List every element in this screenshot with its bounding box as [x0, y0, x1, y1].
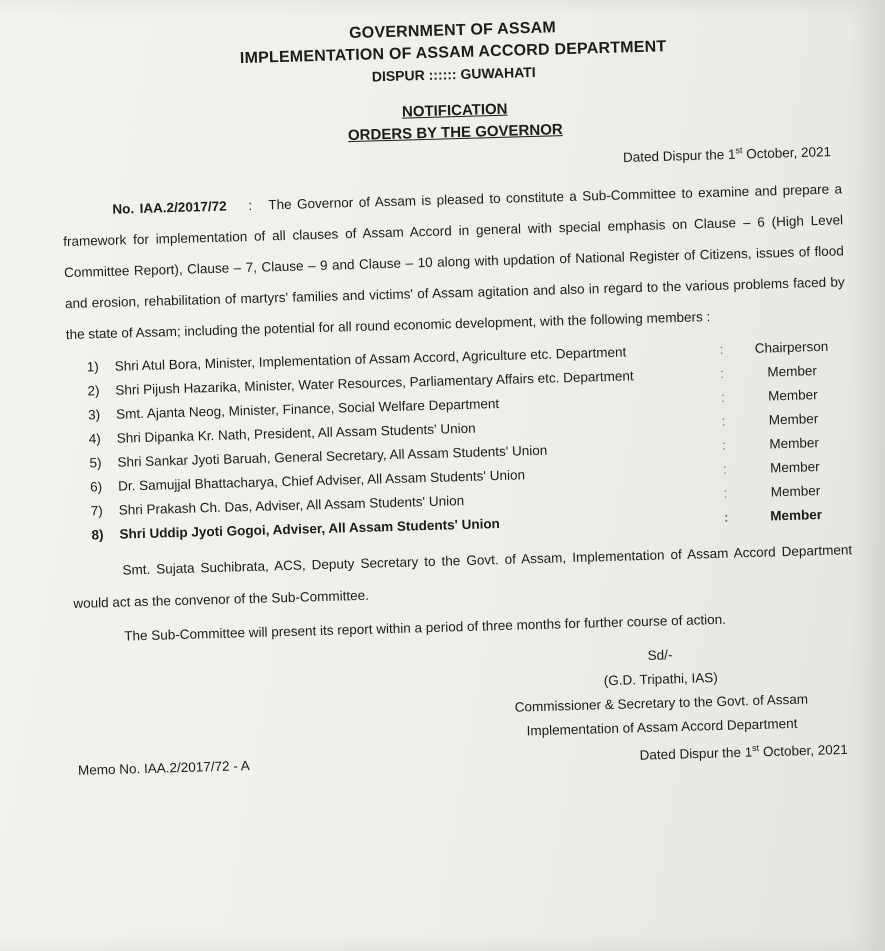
member-colon: :	[720, 389, 725, 405]
member-number: 3)	[87, 406, 101, 422]
memo-dated-prefix: Dated Dispur the 1	[639, 744, 753, 763]
member-role: Member	[768, 410, 819, 427]
signature-sd: Sd/-	[647, 646, 673, 663]
header-location: DISPUR :::::: GUWAHATI	[371, 63, 536, 85]
signature-block	[455, 637, 868, 744]
dated-prefix: Dated Dispur the 1	[622, 146, 736, 165]
dated-sup: st	[735, 145, 743, 156]
member-number: 1)	[86, 358, 99, 375]
members-list	[86, 334, 851, 547]
member-colon: :	[722, 437, 727, 453]
member-number: 2)	[87, 382, 100, 399]
member-name: Shri Dipanka Kr. Nath, President, All Assam Students' Union	[116, 420, 476, 446]
member-name: Dr. Samujjal Bhattacharya, Chief Adviser, All Assam Students' Union	[117, 466, 526, 494]
reference-number: No. IAA.2/2017/72	[112, 198, 227, 217]
member-role: Member	[770, 482, 821, 499]
notification-sheet	[57, 0, 873, 951]
letterhead	[57, 11, 850, 152]
member-name: Shri Prakash Ch. Das, Adviser, All Assam Students' Union	[118, 492, 465, 518]
memo-dated-suffix: October, 2021	[758, 741, 848, 759]
member-number: 6)	[89, 478, 103, 494]
member-number: 4)	[88, 430, 101, 446]
memo-number: Memo No. IAA.2/2017/72 - A	[77, 758, 251, 778]
convenor-text: Smt. Sujata Suchibrata, ACS, Deputy Secretary to the Govt. of Assam, Implementation of Assam Accord Department would act as the convenor of the Sub-Committee.	[73, 541, 853, 611]
member-name: Shri Atul Bora, Minister, Implementation of Assam Accord, Agriculture etc. Department	[114, 343, 627, 374]
member-colon: :	[720, 365, 725, 381]
member-colon: :	[722, 461, 727, 477]
report-text: The Sub-Committee will present its report within a period of three months for further course of action.	[124, 611, 727, 644]
memo-dated	[639, 740, 848, 762]
header-department: IMPLEMENTATION OF ASSAM ACCORD DEPARTMENT	[239, 38, 667, 68]
member-role: Member	[767, 386, 818, 404]
dated-suffix: October, 2021	[742, 144, 832, 162]
member-number: 8)	[91, 526, 104, 542]
member-number: 7)	[90, 502, 103, 518]
signatory-name: (G.D. Tripathi, IAS)	[603, 669, 718, 688]
member-role: Member	[769, 458, 820, 475]
notification-body	[62, 173, 856, 350]
memo-dated-sup: st	[751, 742, 760, 753]
member-colon: :	[719, 341, 724, 357]
member-colon: :	[723, 485, 728, 501]
header-orders: ORDERS BY THE GOVERNOR	[347, 121, 563, 145]
member-name: Shri Sankar Jyoti Baruah, General Secretary, All Assam Students' Union	[117, 442, 548, 470]
member-role: Member	[767, 362, 818, 380]
signatory-title: Commissioner & Secretary to the Govt. of Assam	[514, 691, 809, 715]
ref-separator: :	[248, 197, 253, 213]
member-role: Member	[769, 434, 820, 451]
member-name: Shri Uddip Jyoti Gogoi, Adviser, All Assam Students' Union	[119, 515, 501, 542]
member-name: Shri Pijush Hazarika, Minister, Water Resources, Parliamentary Affairs etc. Department	[115, 367, 634, 398]
member-role: Chairperson	[754, 338, 829, 356]
member-number: 5)	[89, 454, 102, 470]
member-colon: :	[721, 413, 726, 429]
memo-line	[78, 739, 868, 778]
signatory-department: Implementation of Assam Accord Department	[526, 715, 798, 738]
header-notification: NOTIFICATION	[401, 100, 508, 121]
body-text: The Governor of Assam is pleased to constitute a Sub-Committee to examine and prepare a framework for implementation of all clauses of Assam Accord in general with special emphasis on Clause – 6 (High Level Committee Report), Clause – 7, Clause – 9 and Clause – 10 along with updation of National Register of Citizens, issues of flood and erosion, rehabilitation of martyrs' families and victims' of Assam agitation and also in regard to the various problems faced by the state of Assam; including the potential for all round economic development, with the following members :	[63, 180, 845, 342]
member-colon: :	[723, 509, 729, 525]
member-role: Member	[770, 506, 823, 523]
member-name: Smt. Ajanta Neog, Minister, Finance, Social Welfare Department	[115, 395, 500, 422]
header-government: GOVERNMENT OF ASSAM	[348, 19, 557, 43]
